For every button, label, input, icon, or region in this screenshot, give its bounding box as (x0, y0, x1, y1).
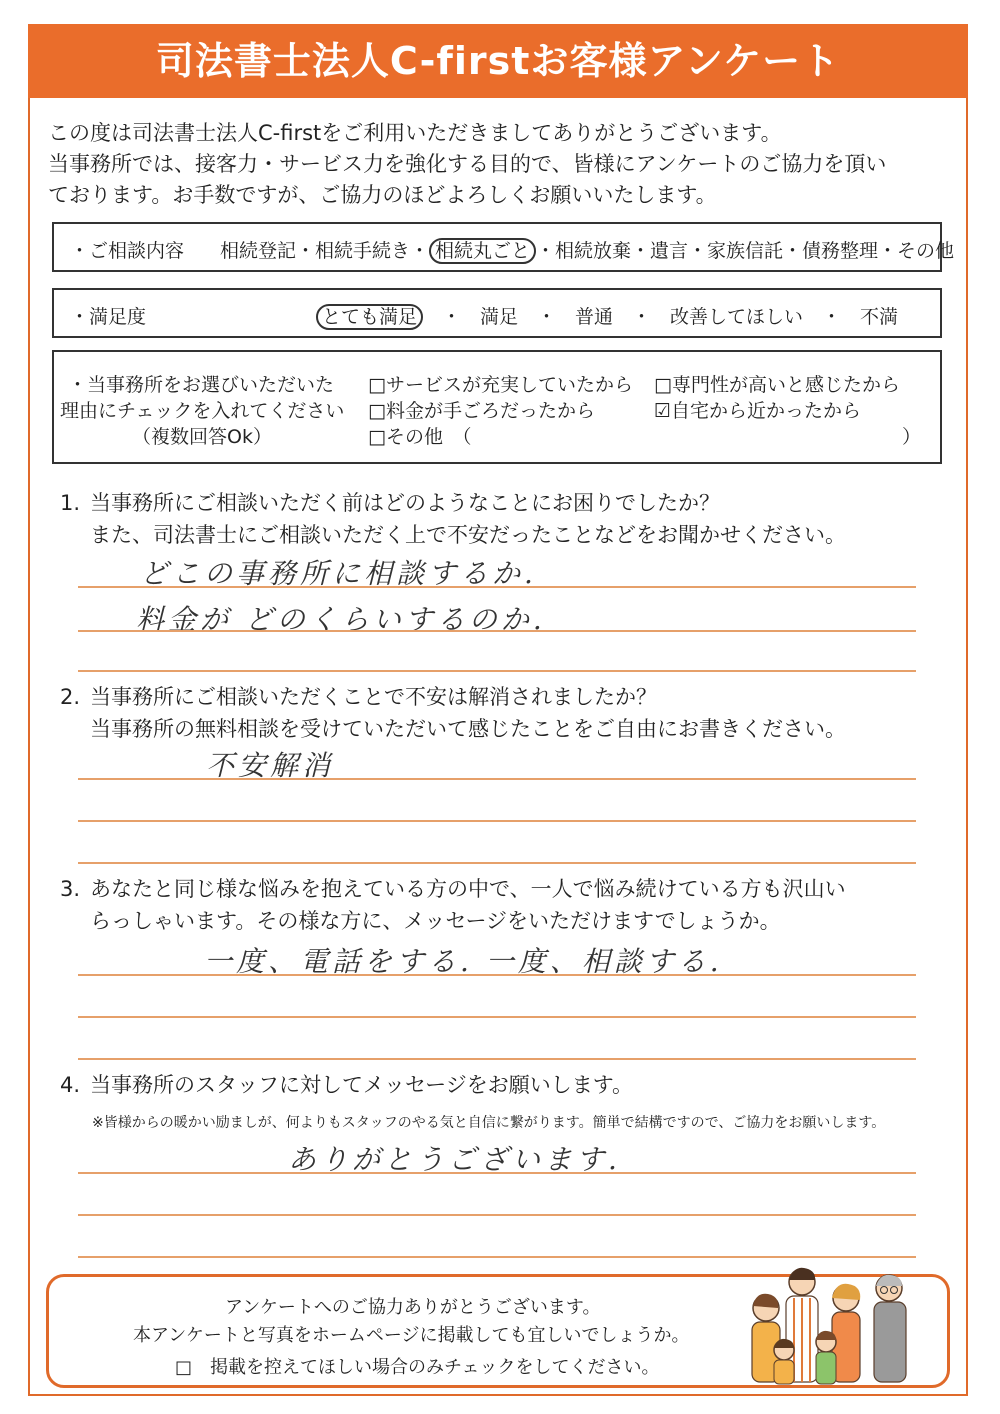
satisfaction-selected-option[interactable]: とても満足 (316, 304, 423, 330)
footer-opt-out-checkbox[interactable]: □ 掲載を控えてほしい場合のみチェックをしてください。 (175, 1357, 660, 1378)
answer-1-line-2: 料金が どのくらいするのか. (136, 603, 546, 636)
reason-label: 理由にチェックを入れてください (60, 400, 345, 422)
question-text: 当事務所の無料相談を受けていただいて感じたことをご自由にお書きください。 (90, 717, 846, 741)
consult-options-after: ・相続放棄・遺言・家族信託・債務整理・その他 (536, 240, 955, 262)
answer-line (78, 1214, 916, 1216)
reason-label: （複数回答Ok） (132, 426, 272, 448)
consult-options-before: 相続登記・相続手続き・ (220, 240, 430, 262)
question-text: あなたと同じ様な悩みを抱えている方の中で、一人で悩み続けている方も沢山い (90, 877, 846, 901)
question-4-note: ※皆様からの暖かい励ましが、何よりもスタッフのやる気と自信に繋がります。簡単で結構ですので、ご協力をお願いします。 (92, 1115, 886, 1131)
answer-3-line-1: 一度、電話をする. 一度、相談する. (204, 945, 723, 978)
answer-line (78, 862, 916, 864)
reason-option-expertise[interactable]: □専門性が高いと感じたから (654, 374, 900, 396)
question-number: 1. (60, 491, 81, 515)
satisfaction-label: ・満足度 (70, 306, 147, 328)
answer-4-line-1: ありがとうございます. (288, 1143, 621, 1176)
question-text: 当事務所にご相談いただくことで不安は解消されましたか？ (90, 685, 657, 709)
question-text: らっしゃいます。その様な方に、メッセージをいただけますでしょうか。 (90, 909, 781, 933)
consult-content-box (52, 222, 955, 272)
answer-line (78, 1058, 916, 1060)
consult-selected-option[interactable]: 相続丸ごと (429, 238, 536, 264)
intro-line: この度は司法書士法人C-firstをご利用いただきましてありがとうございます。 (48, 121, 782, 145)
consult-options (220, 236, 954, 263)
reason-option-near-home-checked[interactable]: ☑自宅から近かったから (654, 400, 862, 422)
satisfaction-box (52, 288, 942, 338)
reason-other-close-paren: ） (902, 426, 922, 448)
reason-option-service[interactable]: □サービスが充実していたから (368, 374, 633, 396)
consult-label: ・ご相談内容 (70, 240, 185, 262)
answer-2-line-1: 不安解消 (206, 749, 335, 782)
answer-line (78, 586, 916, 588)
reason-option-price[interactable]: □料金が手ごろだったから (368, 400, 595, 422)
answer-line (78, 820, 916, 822)
answer-1-line-1: どこの事務所に相談するか. (140, 557, 537, 590)
page-title: 司法書士法人C-firstお客様アンケート (28, 24, 968, 98)
footer-thanks: アンケートへのご協力ありがとうございます。 (225, 1297, 601, 1318)
question-number: 3. (60, 877, 81, 901)
answer-line (78, 1172, 916, 1174)
satisfaction-other-options: ・ 満足 ・ 普通 ・ 改善してほしい ・ 不満 (442, 306, 899, 328)
reason-label: ・当事務所をお選びいただいた (68, 374, 335, 396)
answer-line (78, 670, 916, 672)
satisfaction-options (316, 302, 898, 329)
answer-line (78, 1016, 916, 1018)
question-number: 4. (60, 1073, 81, 1097)
reason-option-other[interactable]: □その他 （ (368, 426, 472, 448)
intro-text (48, 118, 958, 211)
intro-line: ております。お手数ですが、ご協力のほどよろしくお願いいたします。 (48, 183, 717, 207)
answer-line (78, 630, 916, 632)
reason-box (52, 350, 942, 464)
footer-consent-question: 本アンケートと写真をホームページに掲載しても宜しいでしょうか。 (133, 1325, 690, 1346)
family-illustration-icon (744, 1258, 914, 1386)
question-text: 当事務所にご相談いただく前はどのようなことにお困りでしたか？ (90, 491, 720, 515)
question-number: 2. (60, 685, 81, 709)
intro-line: 当事務所では、接客力・サービス力を強化する目的で、皆様にアンケートのご協力を頂い (48, 152, 887, 176)
question-text: また、司法書士にご相談いただく上で不安だったことなどをお聞かせください。 (90, 523, 846, 547)
answer-line (78, 778, 916, 780)
answer-line (78, 974, 916, 976)
question-text: 当事務所のスタッフに対してメッセージをお願いします。 (90, 1073, 634, 1097)
